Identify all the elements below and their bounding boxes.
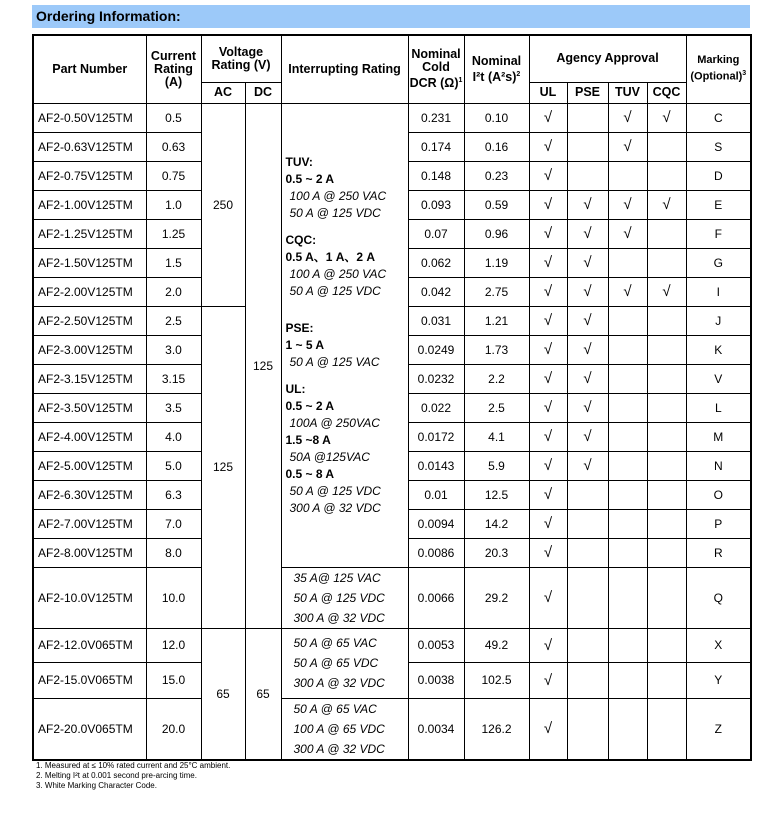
header-current: Current Rating (A) — [146, 35, 201, 103]
cqc-check-icon: √ — [647, 190, 686, 219]
ordering-table — [32, 34, 752, 761]
part-number: AF2-10.0V125TM — [33, 567, 146, 628]
tuv-empty — [608, 480, 647, 509]
part-number: AF2-20.0V065TM — [33, 698, 146, 760]
cqc-empty — [647, 219, 686, 248]
interrupting-line: 0.5 ~ 2 A — [285, 398, 335, 413]
dcr-value: 0.042 — [408, 277, 464, 306]
tuv-empty — [608, 393, 647, 422]
tuv-check-icon: √ — [608, 277, 647, 306]
dcr-value: 0.0053 — [408, 628, 464, 662]
cqc-empty — [647, 335, 686, 364]
dcr-value: 0.07 — [408, 219, 464, 248]
pse-check-icon: √ — [567, 393, 608, 422]
marking-code: G — [686, 248, 751, 277]
current-rating: 1.5 — [146, 248, 201, 277]
interrupting-rating — [281, 628, 408, 698]
interrupting-line: 300 A @ 32 VDC — [289, 500, 381, 515]
part-number: AF2-3.15V125TM — [33, 364, 146, 393]
i2t-value: 20.3 — [464, 538, 529, 567]
part-number: AF2-2.00V125TM — [33, 277, 146, 306]
interrupting-line: 1 ~ 5 A — [285, 337, 325, 352]
current-rating: 3.0 — [146, 335, 201, 364]
pse-empty — [567, 132, 608, 161]
i2t-value: 0.59 — [464, 190, 529, 219]
i2t-value: 49.2 — [464, 628, 529, 662]
current-rating: 3.15 — [146, 364, 201, 393]
ul-check-icon: √ — [529, 248, 567, 277]
header-tuv: TUV — [608, 82, 647, 103]
current-rating: 2.5 — [146, 306, 201, 335]
pse-check-icon: √ — [567, 422, 608, 451]
marking-code: O — [686, 480, 751, 509]
tuv-empty — [608, 509, 647, 538]
header-interrupting: Interrupting Rating — [281, 35, 408, 103]
ul-check-icon: √ — [529, 538, 567, 567]
voltage-cell: 65 — [245, 628, 281, 760]
interrupting-line: TUV: — [285, 154, 313, 169]
dcr-value: 0.0172 — [408, 422, 464, 451]
interrupting-line: 50A @125VAC — [289, 449, 370, 464]
dcr-value: 0.062 — [408, 248, 464, 277]
i2t-value: 2.5 — [464, 393, 529, 422]
current-rating: 0.5 — [146, 103, 201, 132]
ul-check-icon: √ — [529, 698, 567, 760]
part-number: AF2-3.00V125TM — [33, 335, 146, 364]
tuv-empty — [608, 161, 647, 190]
pse-empty — [567, 161, 608, 190]
part-number: AF2-5.00V125TM — [33, 451, 146, 480]
ul-check-icon: √ — [529, 451, 567, 480]
cqc-empty — [647, 628, 686, 662]
tuv-empty — [608, 306, 647, 335]
footnote-2: 2. Melting I²t at 0.001 second pre-arcing time. — [36, 771, 197, 780]
ul-check-icon: √ — [529, 103, 567, 132]
current-rating: 1.25 — [146, 219, 201, 248]
voltage-cell: 65 — [201, 628, 245, 760]
marking-code: N — [686, 451, 751, 480]
marking-code: V — [686, 364, 751, 393]
interrupting-line: 50 A @ 125 VAC — [289, 354, 380, 369]
part-number: AF2-0.50V125TM — [33, 103, 146, 132]
current-rating: 1.0 — [146, 190, 201, 219]
current-rating: 7.0 — [146, 509, 201, 538]
header-ac: AC — [201, 82, 245, 103]
voltage-cell: 125 — [201, 306, 245, 628]
ul-check-icon: √ — [529, 393, 567, 422]
pse-check-icon: √ — [567, 277, 608, 306]
pse-empty — [567, 567, 608, 628]
part-number: AF2-15.0V065TM — [33, 662, 146, 698]
pse-check-icon: √ — [567, 451, 608, 480]
i2t-value: 0.23 — [464, 161, 529, 190]
tuv-check-icon: √ — [608, 219, 647, 248]
ul-check-icon: √ — [529, 306, 567, 335]
interrupting-line: CQC: — [285, 232, 317, 247]
header-ul: UL — [529, 82, 567, 103]
table-row — [33, 628, 751, 662]
interrupting-line: 0.5 A、1 A、2 A — [285, 249, 376, 264]
ul-check-icon: √ — [529, 509, 567, 538]
cqc-empty — [647, 480, 686, 509]
marking-code: X — [686, 628, 751, 662]
marking-code: C — [686, 103, 751, 132]
marking-code: Q — [686, 567, 751, 628]
dcr-value: 0.031 — [408, 306, 464, 335]
pse-empty — [567, 628, 608, 662]
current-rating: 4.0 — [146, 422, 201, 451]
i2t-value: 1.19 — [464, 248, 529, 277]
ul-check-icon: √ — [529, 161, 567, 190]
ul-check-icon: √ — [529, 277, 567, 306]
dcr-value: 0.0143 — [408, 451, 464, 480]
interrupting-line: 300 A @ 32 VDC — [293, 676, 385, 690]
ul-check-icon: √ — [529, 190, 567, 219]
cqc-empty — [647, 422, 686, 451]
part-number: AF2-1.00V125TM — [33, 190, 146, 219]
tuv-empty — [608, 335, 647, 364]
current-rating: 20.0 — [146, 698, 201, 760]
current-rating: 12.0 — [146, 628, 201, 662]
tuv-empty — [608, 248, 647, 277]
cqc-empty — [647, 509, 686, 538]
marking-code: Z — [686, 698, 751, 760]
header-dc: DC — [245, 82, 281, 103]
marking-code: D — [686, 161, 751, 190]
pse-empty — [567, 509, 608, 538]
i2t-value: 2.75 — [464, 277, 529, 306]
ul-check-icon: √ — [529, 662, 567, 698]
cqc-empty — [647, 132, 686, 161]
part-number: AF2-7.00V125TM — [33, 509, 146, 538]
interrupting-line: 50 A @ 125 VDC — [293, 590, 385, 605]
voltage-cell: 250 — [201, 103, 245, 306]
header-pse: PSE — [567, 82, 608, 103]
marking-code: M — [686, 422, 751, 451]
i2t-value: 0.10 — [464, 103, 529, 132]
marking-code: S — [686, 132, 751, 161]
footnote-1: 1. Measured at ≤ 10% rated current and 25°C ambient. — [36, 761, 231, 770]
interrupting-rating — [281, 698, 408, 760]
part-number: AF2-4.00V125TM — [33, 422, 146, 451]
part-number: AF2-0.63V125TM — [33, 132, 146, 161]
ul-check-icon: √ — [529, 567, 567, 628]
tuv-empty — [608, 567, 647, 628]
tuv-empty — [608, 451, 647, 480]
current-rating: 10.0 — [146, 567, 201, 628]
dcr-value: 0.0066 — [408, 567, 464, 628]
part-number: AF2-3.50V125TM — [33, 393, 146, 422]
cqc-empty — [647, 306, 686, 335]
header-cqc: CQC — [647, 82, 686, 103]
table-row — [33, 567, 751, 628]
current-rating: 0.63 — [146, 132, 201, 161]
current-rating: 3.5 — [146, 393, 201, 422]
part-number: AF2-6.30V125TM — [33, 480, 146, 509]
marking-code: P — [686, 509, 751, 538]
dcr-value: 0.148 — [408, 161, 464, 190]
i2t-value: 14.2 — [464, 509, 529, 538]
interrupting-line: 50 A @ 125 VDC — [289, 483, 381, 498]
header-voltage: Voltage Rating (V) — [201, 35, 281, 82]
cqc-empty — [647, 538, 686, 567]
tuv-empty — [608, 698, 647, 760]
tuv-empty — [608, 422, 647, 451]
dcr-value: 0.231 — [408, 103, 464, 132]
interrupting-line: 0.5 ~ 2 A — [285, 171, 335, 186]
dcr-value: 0.01 — [408, 480, 464, 509]
pse-check-icon: √ — [567, 190, 608, 219]
interrupting-line: 0.5 ~ 8 A — [285, 466, 335, 481]
current-rating: 2.0 — [146, 277, 201, 306]
interrupting-line: 50 A @ 65 VAC — [293, 701, 377, 716]
tuv-check-icon: √ — [608, 103, 647, 132]
pse-check-icon: √ — [567, 335, 608, 364]
cqc-empty — [647, 393, 686, 422]
part-number: AF2-8.00V125TM — [33, 538, 146, 567]
cqc-empty — [647, 161, 686, 190]
table-row — [33, 698, 751, 760]
i2t-value: 29.2 — [464, 567, 529, 628]
interrupting-rating — [281, 567, 408, 628]
interrupting-line: UL: — [285, 381, 306, 396]
marking-code: E — [686, 190, 751, 219]
footnote-3: 3. White Marking Character Code. — [36, 781, 157, 790]
pse-empty — [567, 480, 608, 509]
marking-code: Y — [686, 662, 751, 698]
voltage-cell: 125 — [245, 103, 281, 628]
i2t-value: 1.73 — [464, 335, 529, 364]
marking-code: J — [686, 306, 751, 335]
marking-code: R — [686, 538, 751, 567]
interrupting-line: 50 A @ 65 VDC — [293, 656, 379, 670]
interrupting-line: 100A @ 250VAC — [289, 415, 380, 430]
i2t-value: 126.2 — [464, 698, 529, 760]
dcr-value: 0.093 — [408, 190, 464, 219]
dcr-value: 0.0094 — [408, 509, 464, 538]
current-rating: 0.75 — [146, 161, 201, 190]
current-rating: 6.3 — [146, 480, 201, 509]
pse-empty — [567, 662, 608, 698]
pse-empty — [567, 698, 608, 760]
interrupting-line: 100 A @ 250 VAC — [289, 188, 387, 203]
section-title: Ordering Information: — [32, 5, 750, 28]
dcr-value: 0.022 — [408, 393, 464, 422]
i2t-value: 5.9 — [464, 451, 529, 480]
part-number: AF2-12.0V065TM — [33, 628, 146, 662]
interrupting-line: 50 A @ 125 VDC — [289, 205, 381, 220]
marking-code: K — [686, 335, 751, 364]
i2t-value: 1.21 — [464, 306, 529, 335]
pse-check-icon: √ — [567, 364, 608, 393]
i2t-value: 102.5 — [464, 662, 529, 698]
part-number: AF2-1.25V125TM — [33, 219, 146, 248]
tuv-empty — [608, 628, 647, 662]
pse-check-icon: √ — [567, 248, 608, 277]
pse-empty — [567, 538, 608, 567]
header-dcr: Nominal Cold DCR $(\Omega)^1$ — [408, 35, 464, 103]
dcr-value: 0.0086 — [408, 538, 464, 567]
current-rating: 15.0 — [146, 662, 201, 698]
tuv-empty — [608, 538, 647, 567]
ul-check-icon: √ — [529, 132, 567, 161]
cqc-check-icon: √ — [647, 277, 686, 306]
header-i2t: Nominal I²t $(A^2s)^2$ — [464, 35, 529, 103]
header-agency: Agency Approval — [529, 35, 686, 82]
ul-check-icon: √ — [529, 480, 567, 509]
i2t-value: 4.1 — [464, 422, 529, 451]
header-marking: Marking (Optional)$^3$ — [686, 35, 751, 103]
tuv-check-icon: √ — [608, 190, 647, 219]
interrupting-line: 35 A@ 125 VAC — [293, 570, 381, 585]
interrupting-line: PSE: — [285, 320, 314, 335]
header-part-number: Part Number — [33, 35, 146, 103]
pse-empty — [567, 103, 608, 132]
pse-check-icon: √ — [567, 219, 608, 248]
dcr-value: 0.0232 — [408, 364, 464, 393]
interrupting-line: 300 A @ 32 VDC — [293, 741, 385, 756]
cqc-empty — [647, 364, 686, 393]
part-number: AF2-2.50V125TM — [33, 306, 146, 335]
marking-code: L — [686, 393, 751, 422]
table-row — [33, 103, 751, 132]
i2t-value: 12.5 — [464, 480, 529, 509]
footnotes — [36, 761, 230, 791]
tuv-empty — [608, 364, 647, 393]
marking-code: I — [686, 277, 751, 306]
cqc-empty — [647, 662, 686, 698]
cqc-empty — [647, 248, 686, 277]
part-number: AF2-0.75V125TM — [33, 161, 146, 190]
cqc-check-icon: √ — [647, 103, 686, 132]
ul-check-icon: √ — [529, 219, 567, 248]
interrupting-rating — [281, 103, 408, 567]
cqc-empty — [647, 567, 686, 628]
interrupting-line: 100 A @ 65 VDC — [293, 721, 385, 736]
interrupting-line: 50 A @ 65 VAC — [293, 636, 377, 650]
current-rating: 5.0 — [146, 451, 201, 480]
current-rating: 8.0 — [146, 538, 201, 567]
ul-check-icon: √ — [529, 628, 567, 662]
dcr-value: 0.0249 — [408, 335, 464, 364]
dcr-value: 0.0038 — [408, 662, 464, 698]
i2t-value: 0.96 — [464, 219, 529, 248]
i2t-value: 2.2 — [464, 364, 529, 393]
marking-code: F — [686, 219, 751, 248]
dcr-value: 0.0034 — [408, 698, 464, 760]
cqc-empty — [647, 451, 686, 480]
tuv-check-icon: √ — [608, 132, 647, 161]
tuv-empty — [608, 662, 647, 698]
interrupting-line: 1.5 ~8 A — [285, 432, 331, 447]
interrupting-line: 50 A @ 125 VDC — [289, 283, 381, 298]
dcr-value: 0.174 — [408, 132, 464, 161]
i2t-value: 0.16 — [464, 132, 529, 161]
interrupting-line: 300 A @ 32 VDC — [293, 610, 385, 625]
interrupting-line: 100 A @ 250 VAC — [289, 266, 387, 281]
pse-check-icon: √ — [567, 306, 608, 335]
ul-check-icon: √ — [529, 422, 567, 451]
ul-check-icon: √ — [529, 364, 567, 393]
cqc-empty — [647, 698, 686, 760]
part-number: AF2-1.50V125TM — [33, 248, 146, 277]
ul-check-icon: √ — [529, 335, 567, 364]
